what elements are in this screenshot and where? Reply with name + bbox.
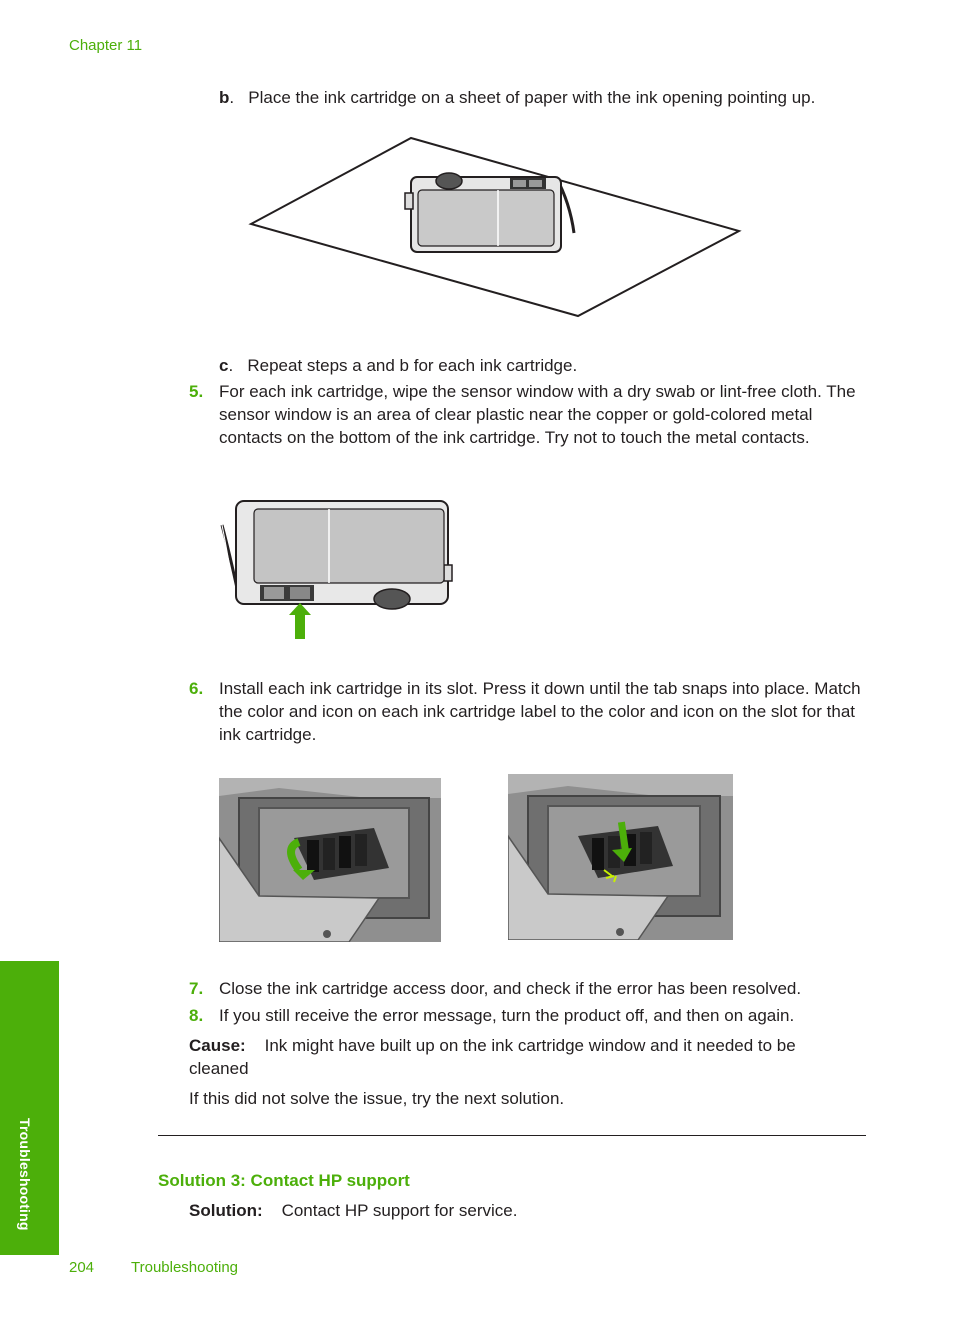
solution-text: Contact HP support for service. (281, 1201, 518, 1220)
cause-text: Ink might have built up on the ink cartridge window and it needed to be cleaned (189, 1036, 796, 1078)
step-8-number: 8. (189, 1006, 204, 1025)
step-5-number: 5. (189, 382, 204, 401)
section-divider (158, 1135, 866, 1136)
solution-3-body (189, 1199, 517, 1222)
chapter-label: Chapter 11 (69, 37, 143, 54)
solution-label: Solution: (189, 1201, 263, 1220)
step-c-marker: c (219, 356, 229, 375)
step-b-marker: b (219, 88, 230, 107)
next-solution-text: If this did not solve the issue, try the next solution. (189, 1089, 565, 1108)
cartridge-sensor-window-illustration (216, 495, 456, 643)
step-5-text: For each ink cartridge, wipe the sensor window with a dry swab or lint-free cloth. The sensor window is an area of clear plastic near the copper or gold-colored metal contacts on the bottom of the ink cartridge. Try not to touch the metal contacts. (219, 382, 856, 447)
step-b-text: Place the ink cartridge on a sheet of paper with the ink opening pointing up. (248, 88, 816, 107)
step-b: b. Place the ink cartridge on a sheet of paper with the ink opening pointing up. (219, 88, 816, 107)
step-7-number: 7. (189, 979, 204, 998)
step-8-text: If you still receive the error message, turn the product off, and then on again. (219, 1006, 795, 1025)
step-8 (189, 1004, 874, 1027)
install-cartridge-photo-1 (219, 778, 441, 942)
section-tab-label: Troubleshooting (17, 1118, 33, 1231)
step-6 (189, 677, 874, 746)
step-5 (189, 380, 874, 449)
cause-label: Cause: (189, 1036, 246, 1055)
step-7-text: Close the ink cartridge access door, and check if the error has been resolved. (219, 979, 802, 998)
step-c-text: Repeat steps a and b for each ink cartridge. (247, 356, 578, 375)
footer-section: Troubleshooting (131, 1259, 239, 1276)
install-cartridge-photo-2 (508, 774, 733, 940)
page-number: 204 (69, 1259, 95, 1276)
cartridge-on-paper-illustration (248, 135, 743, 320)
solution-3-heading: Solution 3: Contact HP support (158, 1171, 410, 1190)
step-6-number: 6. (189, 679, 204, 698)
cause-paragraph (189, 1034, 859, 1080)
step-c: c. Repeat steps a and b for each ink cartridge. (219, 356, 578, 375)
step-6-text: Install each ink cartridge in its slot. Press it down until the tab snaps into place. Match the color and icon on each ink cartridge label to the color and icon on the slot for that ink cartridge. (219, 679, 861, 744)
step-7 (189, 977, 874, 1000)
